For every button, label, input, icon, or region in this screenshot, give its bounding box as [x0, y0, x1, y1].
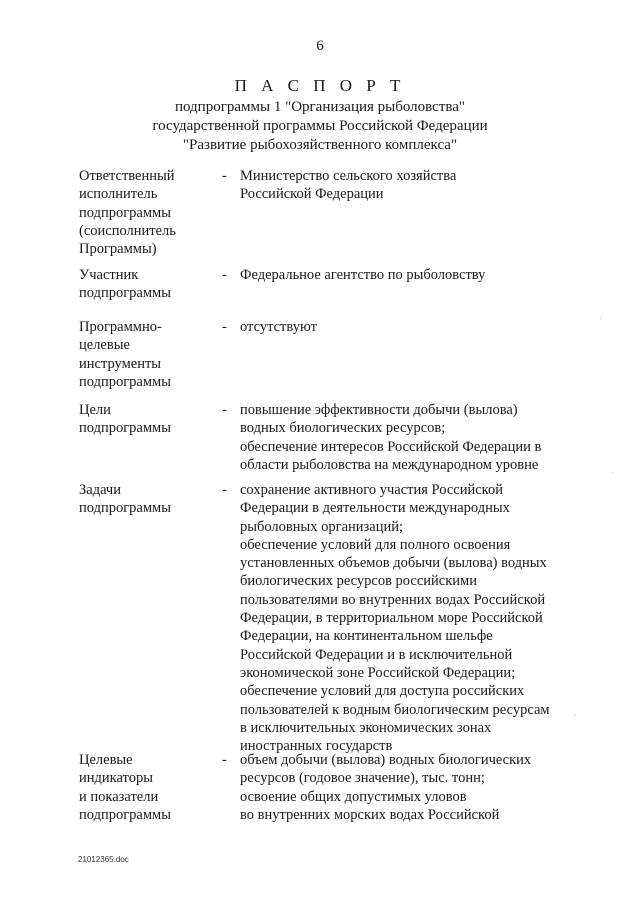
row-value-line: Российской Федерации и в исключительной — [240, 646, 513, 663]
row-label-line: Ответственный — [79, 168, 175, 184]
row-label-line: Цели — [79, 402, 111, 418]
row-value-line: области рыболовства на международном уровне — [240, 456, 539, 473]
row-dash: - — [222, 482, 227, 498]
row-value — [240, 167, 570, 204]
row-label-line: Участник — [79, 267, 139, 283]
row-label — [79, 167, 219, 258]
row-value-line: в исключительных экономических зонах — [240, 719, 492, 736]
row-label-line: Целевые — [79, 752, 133, 768]
subtitle-line: подпрограммы 1 "Организация рыболовства" — [174, 99, 466, 115]
row-value — [240, 751, 570, 824]
row-value-line: пользователей к водным биологическим ресурсам — [240, 701, 550, 718]
row-value-line: обеспечение условий для полного освоения — [240, 536, 511, 553]
row-value-line: Федеральное агентство по рыболовству — [240, 267, 486, 283]
row-label-line: подпрограммы — [79, 420, 171, 437]
row-label-line: подпрограммы — [79, 806, 171, 823]
row-dash: - — [222, 319, 227, 335]
row-label-line: Программы) — [79, 241, 157, 258]
row-value-line: ресурсов (годовое значение), тыс. тонн; — [240, 770, 485, 787]
row-dash: - — [222, 402, 227, 418]
row-value-line: Федерации, на континентальном шельфе — [240, 628, 493, 645]
document-subtitle — [0, 98, 640, 155]
row-label-line: исполнитель — [79, 186, 158, 203]
row-value-line: сохранение активного участия Российской — [240, 482, 504, 498]
row-label-line: Программно- — [79, 319, 162, 335]
row-dash: - — [222, 752, 227, 768]
row-value-line: отсутствуют — [240, 319, 317, 335]
file-name-footer: 21012365.doc — [78, 855, 129, 864]
row-label — [79, 318, 219, 391]
row-label — [79, 401, 219, 438]
row-dash: - — [222, 267, 227, 283]
document-title: П А С П О Р Т — [234, 76, 406, 95]
row-label-line: подпрограммы — [79, 285, 171, 302]
row-value-line: водных биологических ресурсов; — [240, 420, 446, 437]
row-value-line: рыболовных организаций; — [240, 518, 404, 535]
row-value-line: Российской Федерации — [240, 186, 384, 203]
row-label-line: подпрограммы — [79, 500, 171, 517]
row-value-line: освоение общих допустимых уловов — [240, 788, 467, 805]
row-value-line: объем добычи (вылова) водных биологических — [240, 752, 532, 768]
row-label-line: и показатели — [79, 788, 159, 805]
row-dash: - — [222, 168, 227, 184]
scan-speck — [600, 318, 601, 319]
row-value-line: пользователями во внутренних водах Российской — [240, 591, 546, 608]
row-label-line: (соисполнитель — [79, 222, 176, 239]
row-value-line: установленных объемов добычи (вылова) водных — [240, 555, 547, 572]
scan-speck — [612, 472, 613, 473]
row-value-line: иностранных государств — [240, 738, 393, 755]
row-value-line: обеспечение интересов Российской Федерации в — [240, 438, 542, 455]
row-label-line: индикаторы — [79, 770, 153, 787]
row-label — [79, 266, 219, 303]
row-label — [79, 751, 219, 824]
row-label-line: подпрограммы — [79, 204, 171, 221]
row-value-line: повышение эффективности добычи (вылова) — [240, 402, 518, 418]
row-value-line: Федерации, в территориальном море Российской — [240, 610, 543, 627]
row-value — [240, 481, 570, 755]
row-value — [240, 401, 570, 474]
page-number: 6 — [316, 38, 324, 54]
row-label — [79, 481, 219, 518]
row-value — [240, 318, 570, 336]
row-label-line: инструменты — [79, 355, 162, 372]
row-label-line: целевые — [79, 337, 130, 354]
row-value-line: Министерство сельского хозяйства — [240, 168, 457, 184]
row-value-line: во внутренних морских водах Российской — [240, 806, 500, 823]
row-value-line: биологических ресурсов российскими — [240, 573, 477, 590]
row-value-line: обеспечение условий для доступа российских — [240, 683, 525, 700]
row-label-line: подпрограммы — [79, 373, 171, 390]
scan-speck — [575, 715, 576, 716]
row-value-line: Федерации в деятельности международных — [240, 500, 510, 517]
row-value-line: экономической зоне Российской Федерации; — [240, 664, 516, 681]
row-label-line: Задачи — [79, 482, 121, 498]
row-value — [240, 266, 570, 284]
subtitle-line: государственной программы Российской Федерации — [152, 118, 488, 134]
subtitle-line: "Развитие рыбохозяйственного комплекса" — [182, 137, 458, 153]
